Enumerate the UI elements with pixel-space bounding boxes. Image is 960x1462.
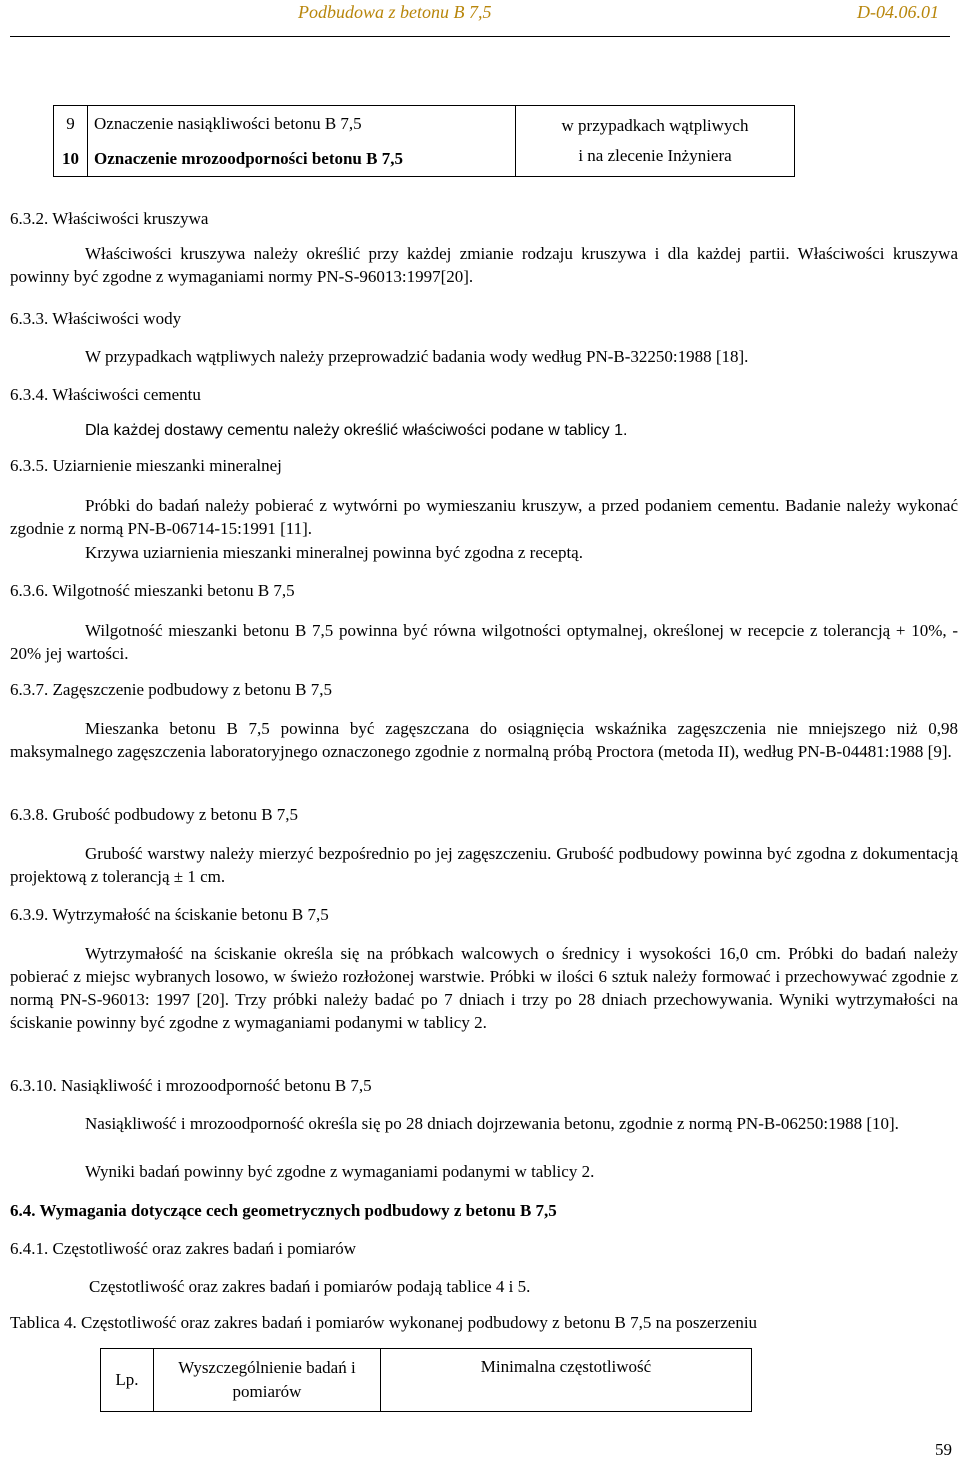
section-text-6-3-10: Nasiąkliwość i mrozoodporność określa się po 28 dniach dojrzewania betonu, zgodnie z normą PN-B-06250:1988 [10]. — [85, 1114, 899, 1133]
section-text-6-3-5-curve: Krzywa uziarnienia mieszanki mineralnej powinna być zgodna z receptą. — [85, 543, 583, 562]
section-heading-6-3-4: 6.3.4. Właściwości cementu — [10, 385, 201, 404]
table4-header — [100, 1348, 752, 1412]
section-heading-6-3-6: 6.3.6. Wilgotność mieszanki betonu B 7,5 — [10, 581, 295, 600]
test-table-continuation — [53, 105, 795, 177]
section-heading-6-3-3: 6.3.3. Właściwości wody — [10, 309, 182, 328]
page-number: 59 — [935, 1440, 952, 1459]
table-row — [54, 106, 795, 142]
header-title: Podbudowa z betonu B 7,5 — [298, 2, 492, 22]
section-heading-6-3-9: 6.3.9. Wytrzymałość na ściskanie betonu B 7,5 — [10, 905, 329, 924]
section-text-6-3-9: Wytrzymałość na ściskanie określa się na próbkach walcowych o średnicy i wysokości 16,0 cm. Próbki do badań należy pobierać z miejsc wybranych losowo, w świeżo rozłożonej warstwie. Próbki w ilości 6 sztuk należy formować i przechowywać zgodnie z normą PN-S-96013: 1997 [20]. Trzy próbki należy badać po 7 dniach i trzy po 28 dniach przechowywania. Wyniki wytrzymałości na ściskanie powinny być zgodne z wymaganiami podanymi w tablicy 2. — [10, 944, 958, 1032]
section-heading-6-3-2: 6.3.2. Właściwości kruszywa — [10, 209, 209, 228]
header-code: D-04.06.01 — [857, 2, 939, 22]
col-header-frequency: Minimalna częstotliwość — [381, 1349, 752, 1412]
section-text-6-3-3: W przypadkach wątpliwych należy przeprowadzić badania wody według PN-B-32250:1988 [18]. — [85, 347, 749, 366]
row-condition — [516, 106, 795, 177]
row-description: Oznaczenie nasiąkliwości betonu B 7,5 — [88, 106, 516, 142]
header-rule — [10, 36, 950, 37]
table-header-row — [101, 1349, 752, 1412]
condition-line-1: w przypadkach wątpliwych — [561, 116, 749, 135]
section-text-6-3-10-results: Wyniki badań powinny być zgodne z wymaganiami podanymi w tablicy 2. — [85, 1162, 595, 1181]
section-heading-6-3-7: 6.3.7. Zagęszczenie podbudowy z betonu B 7,5 — [10, 680, 332, 699]
section-text-6-3-8: Grubość warstwy należy mierzyć bezpośrednio po jej zagęszczeniu. Grubość podbudowy powinna być zgodna z dokumentacją projektową z tolerancją ± 1 cm. — [10, 844, 958, 886]
col-header-description-line1: Wyszczególnienie badań i — [178, 1358, 356, 1377]
col-header-description-line2: pomiarów — [232, 1382, 302, 1401]
section-text-6-3-5: Próbki do badań należy pobierać z wytwórni po wymieszaniu kruszyw, a przed podaniem cementu. Badanie należy wykonać zgodnie z normą PN-B-06714-15:1991 [11]. — [10, 496, 958, 538]
col-header-description — [154, 1349, 381, 1412]
section-heading-6-3-5: 6.3.5. Uziarnienie mieszanki mineralnej — [10, 456, 282, 475]
section-heading-6-4: 6.4. Wymagania dotyczące cech geometrycznych podbudowy z betonu B 7,5 — [10, 1201, 557, 1220]
row-description: Oznaczenie mrozoodporności betonu B 7,5 — [88, 141, 516, 177]
row-number: 10 — [54, 141, 88, 177]
section-heading-6-3-8: 6.3.8. Grubość podbudowy z betonu B 7,5 — [10, 805, 299, 824]
col-header-lp: Lp. — [101, 1349, 154, 1412]
section-text-6-3-2: Właściwości kruszywa należy określić przy każdej zmianie rodzaju kruszywa i dla każdej partii. Właściwości kruszywa powinny być zgodne z wymaganiami normy PN-S-96013:1997[20]. — [10, 244, 958, 286]
section-heading-6-4-1: 6.4.1. Częstotliwość oraz zakres badań i pomiarów — [10, 1239, 357, 1258]
section-text-6-4-1: Częstotliwość oraz zakres badań i pomiarów podają tablice 4 i 5. — [89, 1277, 531, 1296]
section-text-6-3-4: Dla każdej dostawy cementu należy określić właściwości podane w tablicy 1. — [85, 422, 628, 439]
page-header — [0, 0, 960, 40]
section-text-6-3-7: Mieszanka betonu B 7,5 powinna być zagęszczana do osiągnięcia wskaźnika zagęszczenia nie mniejszego niż 0,98 maksymalnego zagęszczenia laboratoryjnego oznaczonego zgodnie z normalną próbą Proctora (metoda II), według PN-B-04481:1988 [9]. — [10, 719, 958, 761]
section-heading-6-3-10: 6.3.10. Nasiąkliwość i mrozoodporność betonu B 7,5 — [10, 1076, 372, 1095]
table4-caption: Tablica 4. Częstotliwość oraz zakres badań i pomiarów wykonanej podbudowy z betonu B 7,5 na poszerzeniu — [10, 1313, 758, 1332]
row-number: 9 — [54, 106, 88, 142]
section-text-6-3-6: Wilgotność mieszanki betonu B 7,5 powinna być równa wilgotności optymalnej, określonej w recepcie z tolerancją + 10%, - 20% jej wartości. — [10, 621, 958, 663]
condition-line-2: i na zlecenie Inżyniera — [578, 146, 732, 165]
